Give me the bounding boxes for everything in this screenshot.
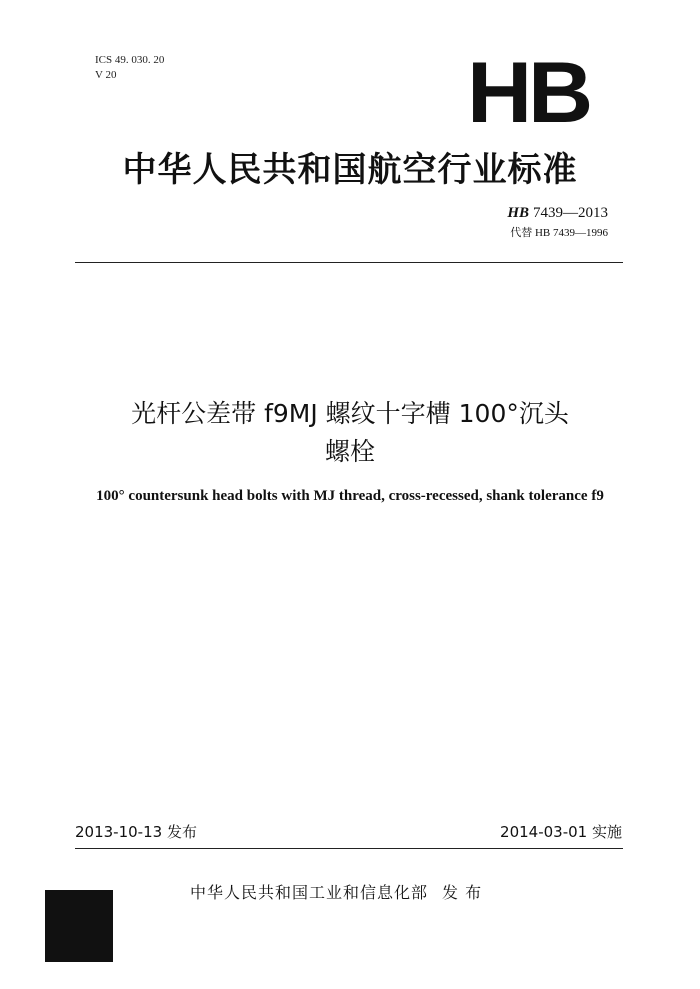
chinese-title (60, 395, 640, 471)
classification-codes (95, 53, 164, 83)
ccs-code: V 20 (95, 69, 117, 81)
national-standard-title: 中华人民共和国航空行业标准 (122, 150, 578, 190)
issuer-action: 发 布 (442, 883, 483, 902)
top-divider (75, 262, 623, 263)
replaces-standard: 代替 HB 7439—1996 (510, 227, 608, 239)
standard-code (507, 205, 608, 222)
chinese-title-line-1: 光杆公差带 f9MJ 螺纹十字槽 100°沉头 (131, 399, 569, 428)
effective-date: 2014-03-01 实施 (500, 823, 622, 841)
issuer-name: 中华人民共和国工业和信息化部 (190, 883, 429, 902)
standard-number-block (507, 205, 608, 240)
standard-prefix: HB (507, 205, 529, 221)
issuer (190, 880, 482, 903)
english-title: 100° countersunk head bolts with MJ thread, cross-recessed, shank tolerance f9 (96, 488, 604, 504)
bottom-divider (75, 848, 623, 849)
ics-code: ICS 49. 030. 20 (95, 54, 165, 66)
standard-number: 7439—2013 (533, 205, 608, 221)
chinese-title-line-2: 螺栓 (324, 437, 375, 466)
hb-logo: HB (466, 45, 590, 141)
issue-date: 2013-10-13 发布 (75, 823, 197, 841)
corner-black-block (45, 890, 113, 962)
